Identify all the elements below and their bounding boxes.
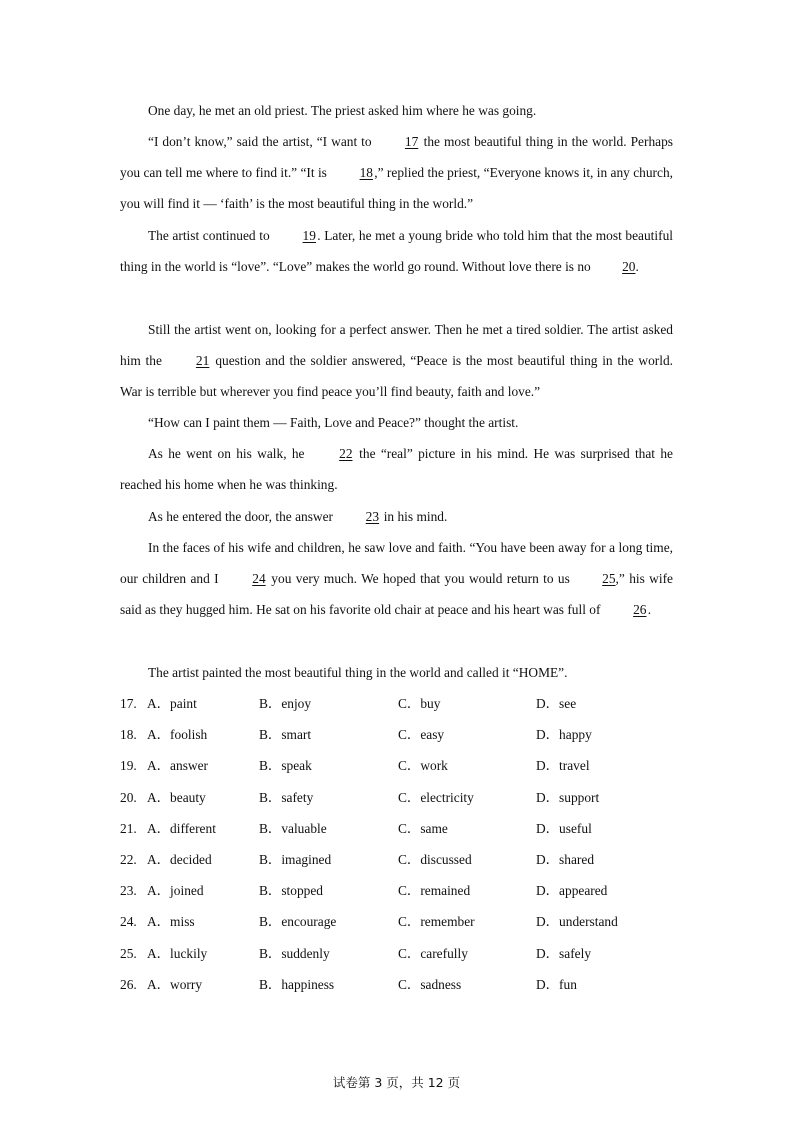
paragraph-text: As he went on his walk, he bbox=[148, 446, 310, 461]
option-a[interactable]: A．beauty bbox=[147, 789, 206, 805]
option-b[interactable]: B．smart bbox=[259, 727, 312, 743]
question-19 bbox=[120, 750, 680, 781]
option-a[interactable]: A．decided bbox=[147, 851, 212, 867]
blank-19: 19 bbox=[302, 228, 316, 243]
question-26 bbox=[120, 969, 680, 1000]
paragraph-text: in his mind. bbox=[380, 509, 448, 524]
option-c[interactable]: C．buy bbox=[398, 696, 441, 711]
blank-20: 20 bbox=[622, 259, 636, 275]
option-b[interactable]: B．suddenly bbox=[259, 945, 330, 961]
option-c[interactable]: C．electricity bbox=[398, 789, 474, 805]
paragraph-text: ,” replied the priest, “Everyone knows it, in any church, you will find it — ‘faith’ is the most beautiful thing in the world.” bbox=[120, 165, 674, 212]
option-c[interactable]: C．easy bbox=[398, 727, 445, 743]
option-a[interactable]: A．worry bbox=[147, 976, 203, 992]
blank-17: 17 bbox=[404, 134, 419, 149]
question-21 bbox=[120, 813, 680, 844]
question-25 bbox=[120, 938, 680, 969]
paragraph-7 bbox=[120, 501, 673, 532]
paragraph-8 bbox=[120, 532, 673, 626]
option-c[interactable]: C．discussed bbox=[398, 851, 472, 867]
page-footer: 试卷第 3 页，共 12 页 bbox=[332, 1075, 461, 1090]
option-a[interactable]: A．joined bbox=[147, 883, 204, 899]
paragraph-4 bbox=[120, 314, 673, 408]
option-b[interactable]: B．stopped bbox=[259, 883, 323, 899]
question-number: 19. bbox=[120, 758, 137, 774]
option-a[interactable]: A．luckily bbox=[147, 945, 208, 961]
paragraph-text: . Later, he met a young bride who told him that the most beautiful thing in the world is “love”. “Love” makes the world go round. Without love there is no bbox=[120, 228, 673, 275]
paragraph-9 bbox=[120, 657, 673, 688]
paragraph-text: “How can I paint them — Faith, Love and Peace?” thought the artist. bbox=[148, 415, 519, 430]
paragraph-5 bbox=[120, 407, 673, 438]
question-20 bbox=[120, 782, 680, 813]
option-a[interactable]: A．miss bbox=[147, 914, 195, 930]
question-number: 24. bbox=[120, 914, 137, 930]
option-a[interactable]: A．different bbox=[147, 820, 216, 836]
option-d[interactable]: D．useful bbox=[536, 820, 592, 836]
paragraph-text: One day, he met an old priest. The priest asked him where he was going. bbox=[148, 103, 537, 118]
question-number: 21. bbox=[120, 820, 137, 836]
option-b[interactable]: B．safety bbox=[259, 789, 314, 805]
option-c[interactable]: C．work bbox=[398, 758, 448, 774]
option-a[interactable]: A．foolish bbox=[147, 727, 208, 743]
option-b[interactable]: B．happiness bbox=[259, 976, 335, 992]
paragraph-text: In the faces of his wife and children, he saw love and faith. “You have been away for a long time, our children and I bbox=[120, 540, 673, 587]
blank-23: 23 bbox=[365, 509, 380, 524]
question-18 bbox=[120, 719, 680, 750]
option-c[interactable]: C．remained bbox=[398, 883, 471, 899]
paragraph-2 bbox=[120, 126, 673, 220]
option-d[interactable]: D．fun bbox=[536, 976, 577, 992]
paragraph-text: . bbox=[635, 259, 639, 275]
blank-18: 18 bbox=[359, 165, 373, 181]
option-d[interactable]: D．happy bbox=[536, 727, 592, 743]
question-number: 20. bbox=[120, 789, 137, 805]
question-22 bbox=[120, 844, 680, 875]
option-d[interactable]: D．see bbox=[536, 696, 577, 711]
option-d[interactable]: D．shared bbox=[536, 851, 595, 867]
question-number: 18. bbox=[120, 727, 137, 743]
blank-26: 26 bbox=[633, 602, 647, 618]
paragraph-text: the “real” picture in his mind. He was surprised that he reached his home when he was thinking. bbox=[120, 446, 673, 493]
option-b[interactable]: B．encourage bbox=[259, 914, 337, 930]
option-d[interactable]: D．support bbox=[536, 789, 600, 805]
paragraph-1 bbox=[120, 95, 673, 126]
question-24 bbox=[120, 906, 680, 937]
paragraph-text: the most beautiful thing in the world. Perhaps you can tell me where to find it.” “It is bbox=[120, 134, 674, 181]
paragraph-text: The artist continued to bbox=[148, 228, 274, 243]
option-d[interactable]: D．travel bbox=[536, 758, 590, 774]
question-23 bbox=[120, 875, 680, 906]
paragraph-3 bbox=[120, 220, 673, 282]
blank-22: 22 bbox=[339, 446, 353, 461]
paragraph-text: As he entered the door, the answer bbox=[148, 509, 337, 524]
paragraph-text: . bbox=[647, 602, 652, 618]
option-c[interactable]: C．same bbox=[398, 820, 448, 836]
option-c[interactable]: C．sadness bbox=[398, 976, 462, 992]
question-number: 23. bbox=[120, 883, 137, 899]
option-b[interactable]: B．imagined bbox=[259, 851, 332, 867]
question-17 bbox=[120, 688, 680, 719]
blank-24: 24 bbox=[252, 571, 266, 587]
answer-options bbox=[120, 688, 680, 1000]
question-number: 17. bbox=[120, 696, 137, 711]
option-d[interactable]: D．understand bbox=[536, 914, 618, 930]
blank-21: 21 bbox=[195, 353, 210, 369]
question-number: 26. bbox=[120, 976, 137, 992]
paragraph-text: “I don’t know,” said the artist, “I want to bbox=[148, 134, 376, 149]
option-c[interactable]: C．remember bbox=[398, 914, 475, 930]
option-d[interactable]: D．safely bbox=[536, 945, 592, 961]
option-b[interactable]: B．valuable bbox=[259, 820, 327, 836]
paragraph-text: question and the soldier answered, “Peace is the most beautiful thing in the world. War is terrible but wherever you find peace you’ll find beauty, faith and love.” bbox=[120, 353, 673, 400]
paragraph-6 bbox=[120, 438, 673, 500]
paragraph-text: The artist painted the most beautiful thing in the world and called it “HOME”. bbox=[148, 665, 568, 680]
blank-25: 25 bbox=[602, 571, 616, 587]
option-d[interactable]: D．appeared bbox=[536, 883, 608, 899]
paragraph-text: Still the artist went on, looking for a perfect answer. Then he met a tired soldier. The artist asked him the bbox=[120, 322, 673, 369]
option-c[interactable]: C．carefully bbox=[398, 945, 468, 961]
option-b[interactable]: B．enjoy bbox=[259, 696, 312, 711]
question-number: 25. bbox=[120, 945, 137, 961]
paragraph-text: ,” his wife said as they hugged him. He sat on his favorite old chair at peace and his heart was full of bbox=[120, 571, 673, 618]
option-a[interactable]: A．answer bbox=[147, 758, 208, 774]
option-a[interactable]: A．paint bbox=[147, 696, 197, 711]
question-number: 22. bbox=[120, 851, 137, 867]
paragraph-text: you very much. We hoped that you would return to us bbox=[266, 571, 575, 587]
option-b[interactable]: B．speak bbox=[259, 758, 312, 774]
